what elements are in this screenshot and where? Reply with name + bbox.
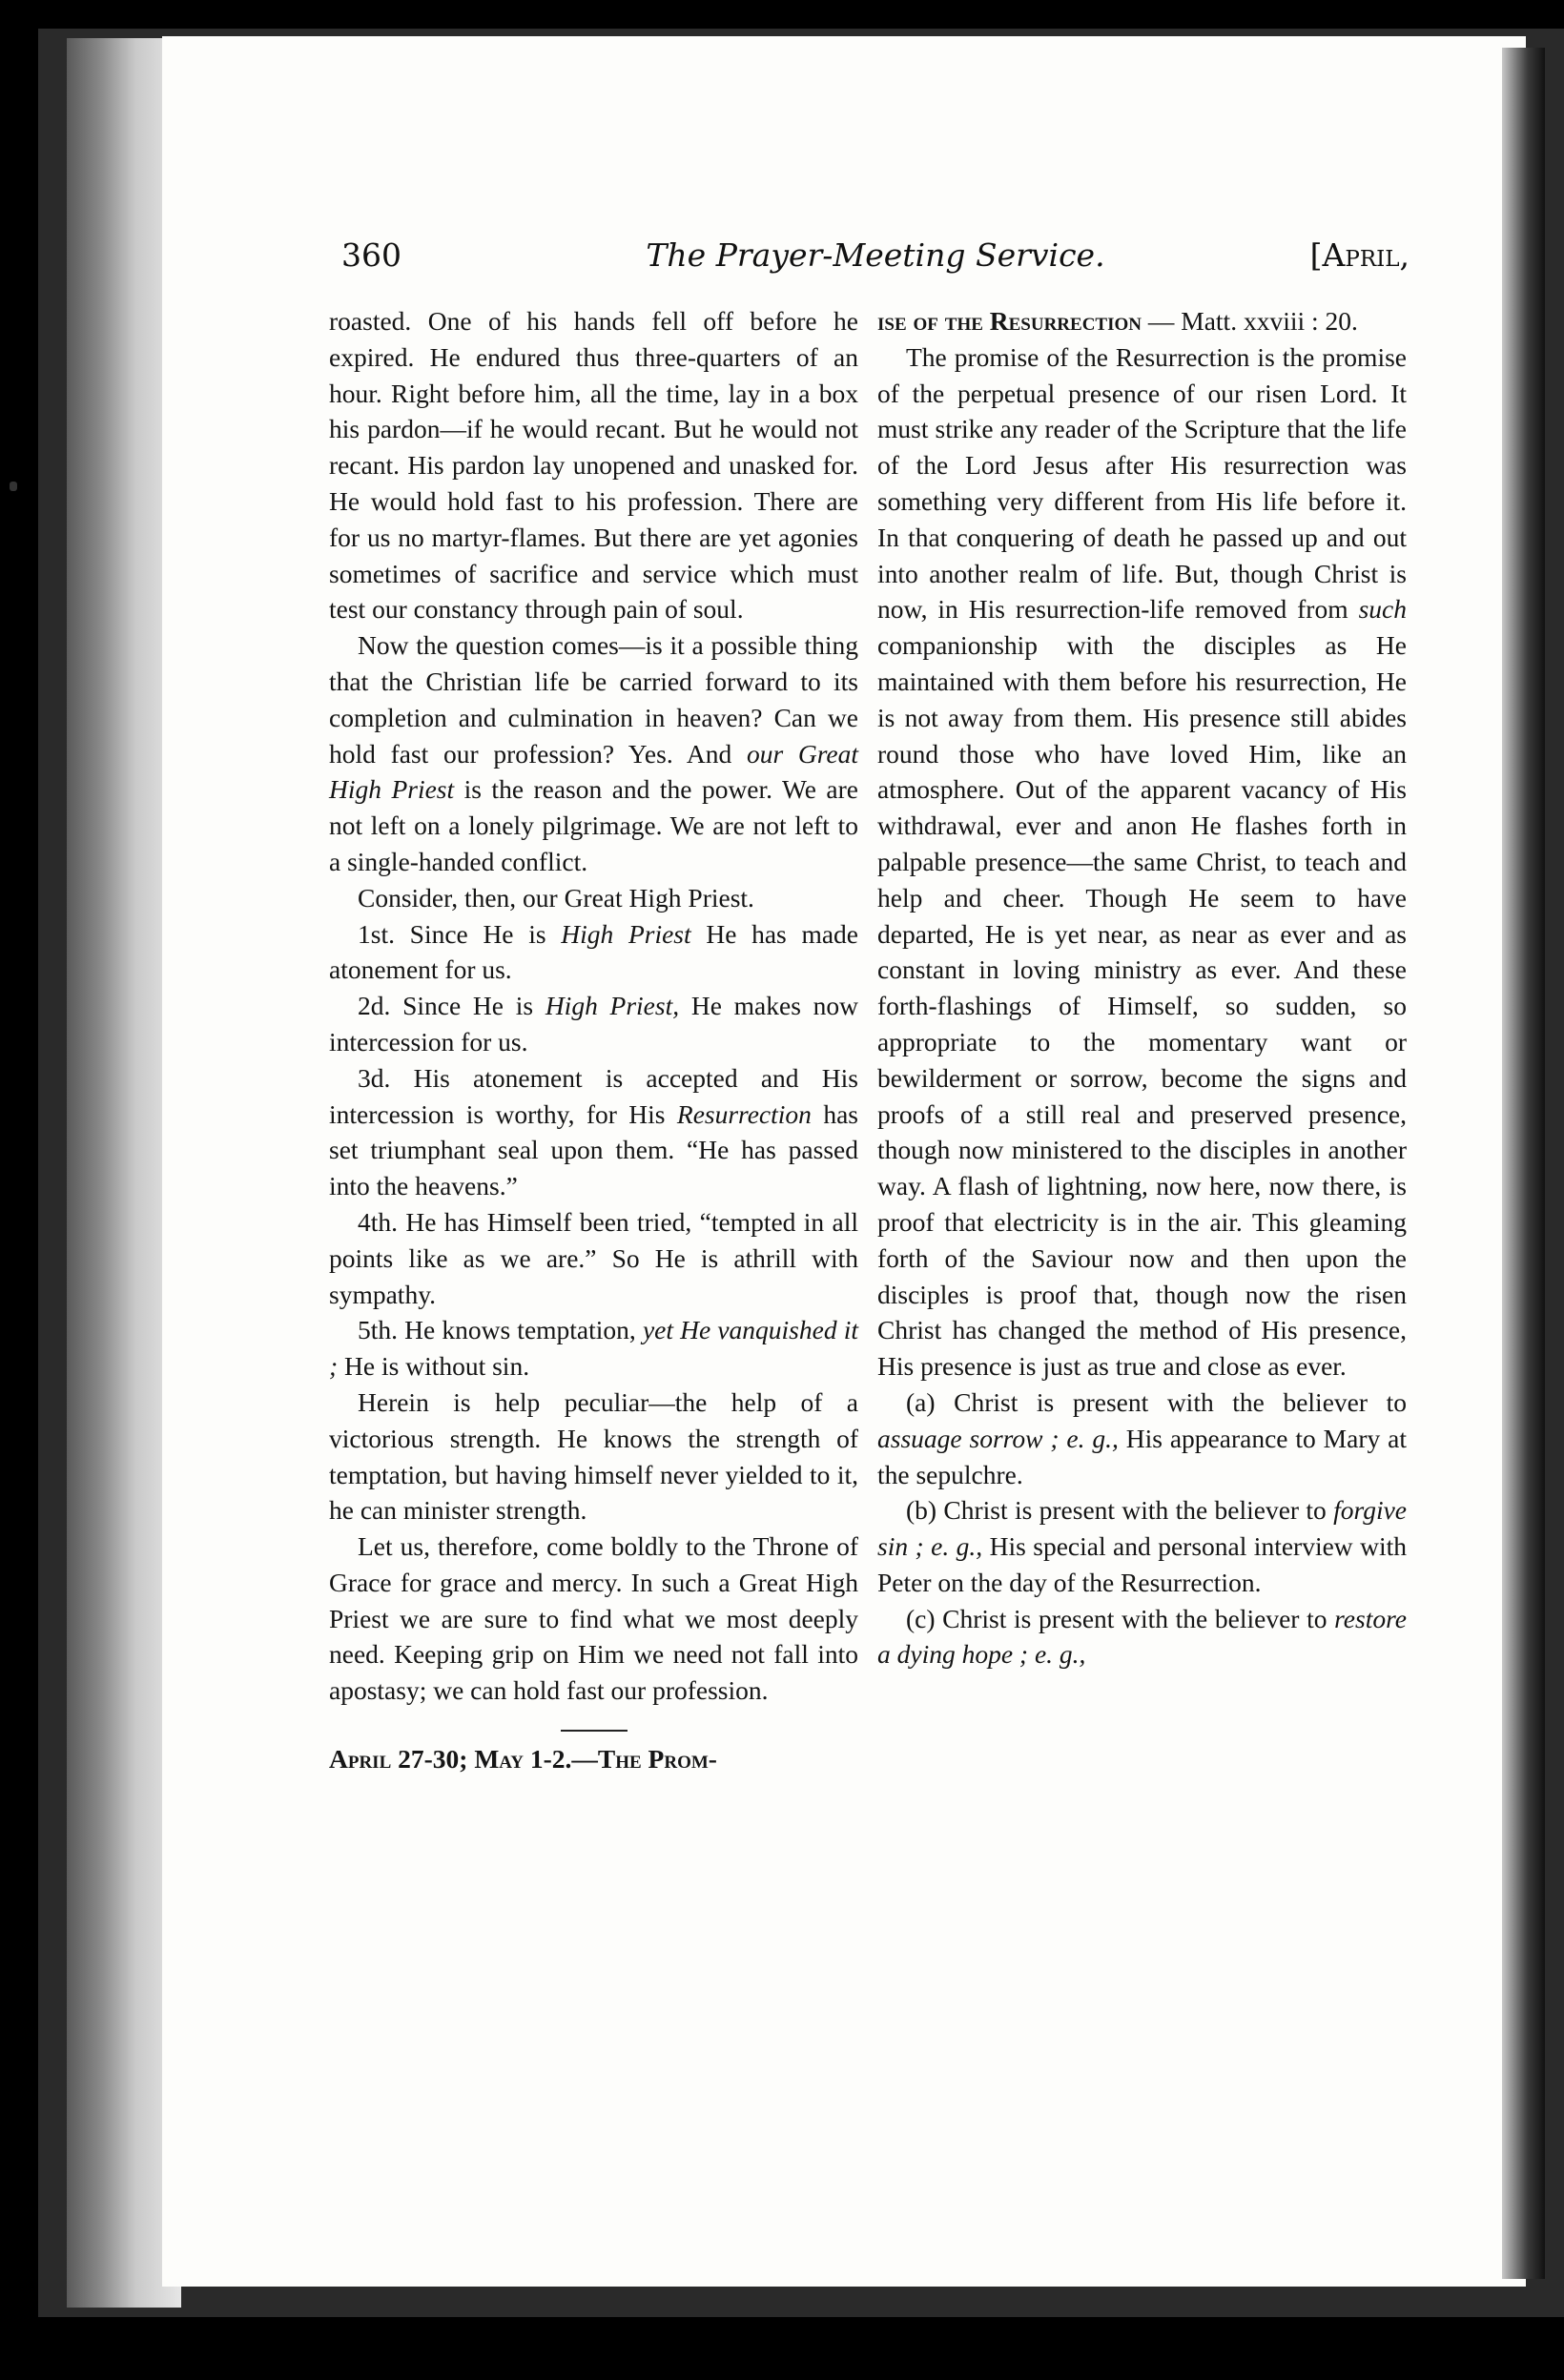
paragraph: (b) Christ is present with the believer to forgive sin ; e. g., His special and personal interview with Peter on the day of the Resurrection. — [877, 1495, 1407, 1597]
section-heading-continued: ise of the Resurrection — Matt. xxviii : 20. — [877, 306, 1358, 336]
section-heading: April 27-30; May 1-2.—The Prom- — [329, 1744, 717, 1775]
paragraph: 5th. He knows temptation, yet He vanquished it ; He is without sin. — [329, 1315, 858, 1382]
right-column — [877, 303, 1407, 1672]
page-number: 360 — [341, 236, 401, 274]
paragraph: 4th. He has Himself been tried, “tempted in all points like as we are.” So He is athrill with sympathy. — [329, 1206, 858, 1309]
running-header — [341, 236, 1410, 294]
paragraph: 3d. His atonement is accepted and His intercession is worthy, for His Resurrection has set triumphant seal upon them. “He has passed into the heavens.” — [329, 1062, 858, 1201]
margin-speck — [10, 482, 17, 491]
page-gutter-shadow — [1502, 48, 1545, 2279]
paragraph: roasted. One of his hands fell off before he expired. He endured thus three-quarters of an hour. Right before him, all the time, lay in a box his pardon—if he would recant. But he would not recant. His pardon lay unopened and unasked for. He would hold fast to his profession. There are for us no martyr-flames. But there are yet agonies sometimes of sacrifice and service which must test our constancy through pain of soul. — [329, 306, 858, 625]
paragraph: 2d. Since He is High Priest, He makes now intercession for us. — [329, 991, 858, 1057]
paragraph: (c) Christ is present with the believer to restore a dying hope ; e. g., — [877, 1603, 1407, 1670]
paragraph: 1st. Since He is High Priest He has made atonement for us. — [329, 918, 858, 985]
paragraph: Consider, then, our Great High Priest. — [358, 882, 754, 913]
running-date: [April, — [1309, 236, 1410, 274]
paragraph: Now the question comes—is it a possible thing that the Christian life be carried forward to its completion and culmination in heaven? Can we hold fast our profession? Yes. And our Great High Priest is the reason and the power. We are not left on a lonely pilgrimage. We are not left to a single-handed conflict. — [329, 630, 858, 876]
paragraph: Herein is help peculiar—the help of a victorious strength. He knows the strength of temptation, but having himself never yielded to it, he can minister strength. — [329, 1386, 858, 1526]
section-divider — [561, 1730, 628, 1732]
paragraph: (a) Christ is present with the believer to assuage sorrow ; e. g., His appearance to Mary at the sepulchre. — [877, 1386, 1407, 1489]
running-title: The Prayer-Meeting Service. — [646, 236, 1105, 274]
left-column — [329, 303, 858, 1777]
paragraph: The promise of the Resurrection is the promise of the perpetual presence of our risen Lord. It must strike any reader of the Scripture that the life of the Lord Jesus after His resurrection was something very different from His life before it. In that conquering of death he passed up and out into another realm of life. But, though Christ is now, in His resurrection-life removed from such companionship with the disciples as He maintained with them before his resurrection, He is not away from them. His presence still abides round those who have loved Him, like an atmosphere. Out of the apparent vacancy of His withdrawal, ever and anon He flashes forth in palpable presence—the same Christ, to teach and help and cheer. Though He seem to have departed, He is yet near, as near as ever and as constant in loving ministry as ever. And these forth-flashings of Himself, so sudden, so appropriate to the momentary want or bewilderment or sorrow, become the signs and proofs of a still real and preserved presence, though now ministered to the disciples in another way. A flash of lightning, now here, now there, is proof that electricity is in the air. This gleaming forth of the Saviour now and then upon the disciples is proof that, though now the risen Christ has changed the method of His presence, His presence is just as true and close as ever. — [877, 341, 1407, 1382]
paragraph: Let us, therefore, come boldly to the Throne of Grace for grace and mercy. In such a Great High Priest we are sure to find what we most deeply need. Keeping grip on Him we need not fall into apostasy; we can hold fast our profession. — [329, 1531, 858, 1706]
